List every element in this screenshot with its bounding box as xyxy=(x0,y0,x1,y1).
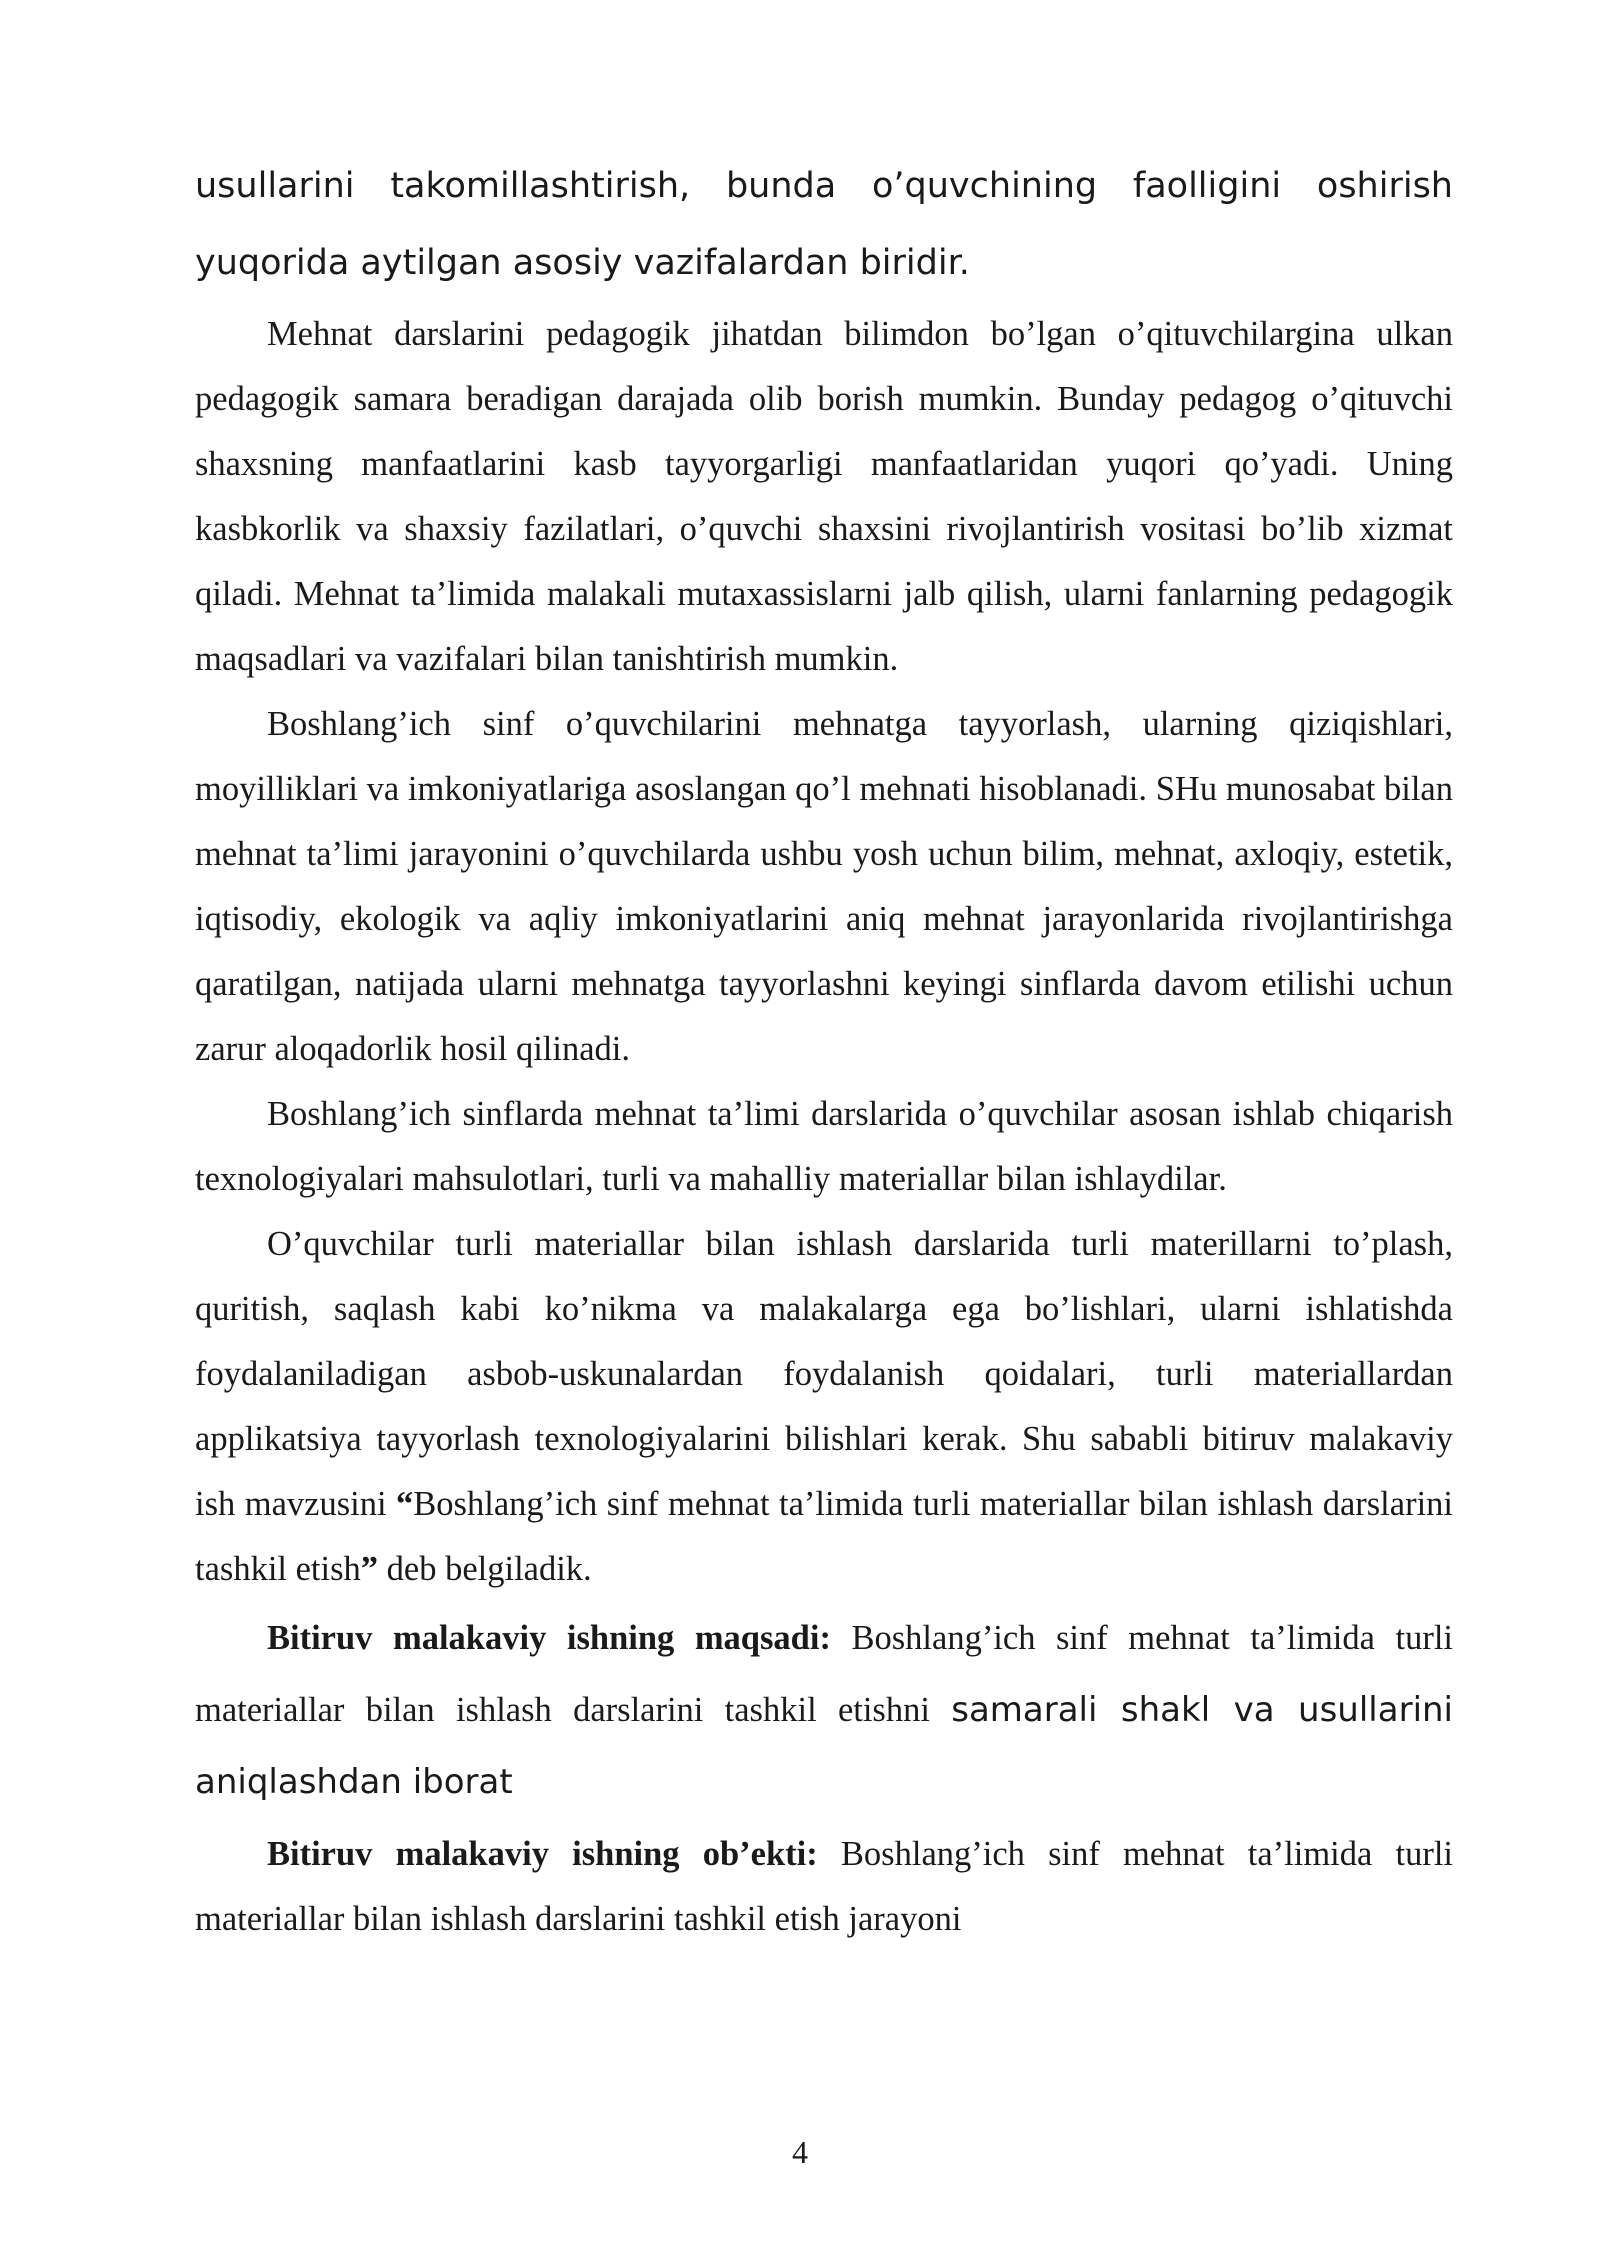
page-number: 4 xyxy=(792,2134,808,2170)
thesis-topic-title: Boshlang’ich sinf mehnat ta’limida turli materiallar bilan ishlash darslarini tashkil etish xyxy=(195,1485,1453,1588)
page-body xyxy=(195,148,1453,1952)
paragraph-continuation: usullarini takomillashtirish, bunda o’quvchining faolligini oshirish yuqorida aytilgan asosiy vazifalardan biridir. xyxy=(195,166,1453,283)
paragraph-pedagog-teacher: Mehnat darslarini pedagogik jihatdan bilimdon bo’lgan o’qituvchilargina ulkan pedagogik samara beradigan darajada olib borish mumkin. Bunday pedagog o’qituvchi shaxsning manfaatlarini kasb tayyorgarligi manfaatlaridan yuqori qo’yadi. Uning kasbkorlik va shaxsiy fazilatlari, o’quvchi shaxsini rivojlantirish vositasi bo’lib xizmat qiladi. Mehnat ta’limida malakali mutaxassislarni jalb qilish, ularni fanlarning pedagogik maqsadlari va vazifalari bilan tanishtirish mumkin. xyxy=(195,315,1453,678)
object-text: Boshlang’ich sinf mehnat ta’limida turli materiallar bilan ishlash darslarini tashkil etish jarayoni xyxy=(195,1835,1453,1938)
paragraph-thesis-object xyxy=(195,1822,1453,1952)
paragraph-thesis-topic xyxy=(195,1212,1453,1602)
goal-text: Boshlang’ich sinf mehnat ta’limida turli materiallar bilan ishlash darslarini tashkil etishni xyxy=(195,1619,1453,1729)
close-quote: ” xyxy=(360,1550,379,1588)
paragraph-pupils-preparation: Boshlang’ich sinf o’quvchilarini mehnatga tayyorlash, ularning qiziqishlari, moyilliklari va imkoniyatlariga asoslangan qo’l mehnati hisoblanadi. SHu munosabat bilan mehnat ta’limi jarayonini o’quvchilarda ushbu yosh uchun bilim, mehnat, axloqiy, estetik, iqtisodiy, ekologik va aqliy imkoniyatlarini aniq mehnat jarayonlarida rivojlantirishga qaratilgan, natijada ularni mehnatga tayyorlashni keyingi sinflarda davom etilishi uchun zarur aloqadorlik hosil qilinadi. xyxy=(195,705,1453,1068)
object-label: Bitiruv malakaviy ishning ob’ekti: xyxy=(267,1835,818,1873)
paragraph-materials-work: Boshlang’ich sinflarda mehnat ta’limi darslarida o’quvchilar asosan ishlab chiqarish texnologiyalari mahsulotlari, turli va mahalliy materiallar bilan ishlaydilar. xyxy=(195,1095,1453,1198)
open-quote: “ xyxy=(396,1485,414,1523)
goal-text-sans: samarali shakl va usullarini aniqlashdan iborat xyxy=(195,1690,1454,1802)
goal-label: Bitiruv malakaviy ishning maqsadi: xyxy=(267,1619,831,1657)
topic-outro-text: deb belgiladik. xyxy=(378,1550,592,1588)
paragraph-thesis-goal xyxy=(195,1602,1453,1818)
topic-intro-text: O’quvchilar turli materiallar bilan ishlash darslarida turli materillarni to’plash, quritish, saqlash kabi ko’nikma va malakalarga ega bo’lishlari, ularni ishlatishda foydalaniladigan asbob-uskunalardan foydalanish qoidalari, turli materiallardan applikatsiya tayyorlash texnologiyalarini bilishlari kerak. Shu sababli bitiruv malakaviy ish mavzusini xyxy=(195,1225,1453,1523)
